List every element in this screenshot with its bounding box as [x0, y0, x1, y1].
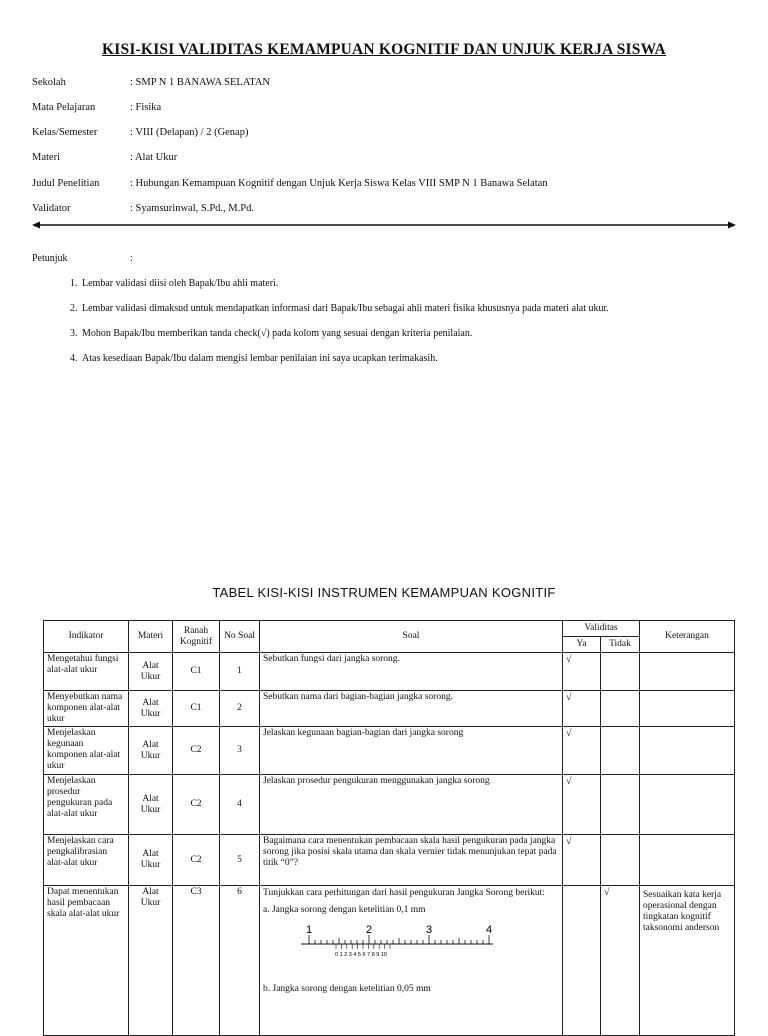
cell-no-soal: 3 — [220, 727, 260, 775]
cell-ya-checkbox[interactable]: √ — [563, 775, 601, 835]
info-row-mata-pelajaran — [32, 102, 161, 113]
cell-keterangan[interactable] — [640, 775, 735, 835]
main-scale-ticks — [309, 935, 489, 944]
header-soal: Soal — [260, 621, 563, 653]
info-value: : SMP N 1 BANAWA SELATAN — [130, 77, 270, 88]
petunjuk-colon: : — [130, 253, 133, 264]
cell-indikator: Menjelaskan prosedur pengukuran pada alat-alat ukur — [44, 775, 129, 835]
cell-ranah: C1 — [173, 691, 220, 727]
main-scale-label: 1 — [305, 924, 313, 936]
table-row — [44, 835, 735, 886]
cell-indikator: Mengetahui fungsi alat-alat ukur — [44, 653, 129, 691]
cell-soal: Jelaskan prosedur pengukuran menggunakan jangka sorong — [260, 775, 563, 835]
cell-materi: Alat Ukur — [129, 775, 173, 835]
cell-materi: Alat Ukur — [129, 691, 173, 727]
header-ya: Ya — [563, 637, 601, 653]
cell-indikator: Menjelaskan kegunaan komponen alat-alat ukur — [44, 727, 129, 775]
cell-ya-checkbox[interactable]: √ — [563, 835, 601, 886]
cell-ranah: C2 — [173, 727, 220, 775]
cell-keterangan[interactable] — [640, 691, 735, 727]
cell-no-soal: 6 — [220, 886, 260, 1036]
cell-no-soal: 4 — [220, 775, 260, 835]
info-label: Validator — [32, 203, 71, 214]
cell-no-soal: 2 — [220, 691, 260, 727]
header-ranah-kognitif: Ranah Kognitif — [173, 621, 220, 653]
cell-materi: Alat Ukur — [129, 653, 173, 691]
info-row-sekolah — [32, 77, 270, 88]
info-row-kelas-semester — [32, 127, 248, 138]
double-arrow-divider — [32, 219, 736, 231]
main-scale-label: 2 — [365, 924, 373, 936]
info-row-validator — [32, 203, 254, 214]
header-no-soal: No Soal — [220, 621, 260, 653]
info-label: Judul Penelitian — [32, 178, 100, 189]
table-row — [44, 886, 735, 1036]
instruction-item: 1. Lembar validasi diisi oleh Bapak/Ibu ahli materi. — [80, 271, 760, 296]
cell-materi: Alat Ukur — [129, 835, 173, 886]
main-scale-label: 3 — [425, 924, 433, 936]
cell-indikator: Menyebutkan nama komponen alat-alat ukur — [44, 691, 129, 727]
cell-materi: Alat Ukur — [129, 727, 173, 775]
cell-soal: Sebutkan nama dari bagian-bagian jangka sorong. — [260, 691, 563, 727]
header-tidak: Tidak — [601, 637, 640, 653]
vernier-scale-ticks — [336, 944, 390, 949]
info-label: Materi — [32, 152, 60, 163]
header-keterangan: Keterangan — [640, 621, 735, 653]
cell-ya-checkbox[interactable]: √ — [563, 691, 601, 727]
soal-text: Tunjukkan cara perhitungan dari hasil pengukuran Jangka Sorong berikut: — [263, 888, 545, 898]
instruction-item: 2. Lembar validasi dimaksud untuk mendapatkan informasi dari Bapak/Ibu sebagai ahli materi fisika khususnya pada materi alat ukur. — [80, 296, 760, 321]
cell-materi: Alat Ukur — [129, 886, 173, 1036]
table-row — [44, 727, 735, 775]
info-value: : Alat Ukur — [130, 152, 178, 163]
cell-keterangan[interactable] — [640, 727, 735, 775]
info-row-materi — [32, 152, 177, 163]
table-row — [44, 775, 735, 835]
header-indikator: Indikator — [44, 621, 129, 653]
soal-sub-b: b. Jangka sorong dengan ketelitian 0,05 mm — [263, 984, 431, 994]
cell-ranah: C1 — [173, 653, 220, 691]
cell-keterangan[interactable]: Sesuaikan kata kerja operasional dengan tingkatan kognitif taksonomi anderson — [640, 886, 735, 1036]
petunjuk-label: Petunjuk — [32, 253, 68, 264]
cell-ya-checkbox[interactable]: √ — [563, 653, 601, 691]
cell-tidak-checkbox[interactable]: √ — [601, 886, 640, 1036]
table-row — [44, 653, 735, 691]
table-row — [44, 691, 735, 727]
cell-tidak-checkbox[interactable] — [601, 775, 640, 835]
main-scale-label: 4 — [485, 924, 493, 936]
cell-soal: Jelaskan kegunaan bagian-bagian dari jangka sorong — [260, 727, 563, 775]
info-value: : Hubungan Kemampuan Kognitif dengan Unjuk Kerja Siswa Kelas VIII SMP N 1 Banawa Selatan — [130, 178, 548, 189]
header-materi: Materi — [129, 621, 173, 653]
kisi-kisi-table — [43, 620, 735, 1036]
info-label: Mata Pelajaran — [32, 102, 96, 113]
soal-sub-a: a. Jangka sorong dengan ketelitian 0,1 mm — [263, 905, 426, 915]
cell-indikator: Menjelaskan cara pengkalibrasian alat-alat ukur — [44, 835, 129, 886]
info-value: : Syamsurinwal, S.Pd., M.Pd. — [130, 203, 254, 214]
cell-tidak-checkbox[interactable] — [601, 727, 640, 775]
instruction-item: 3. Mohon Bapak/Ibu memberikan tanda check(√) pada kolom yang sesuai dengan kriteria penilaian. — [80, 321, 760, 346]
cell-no-soal: 1 — [220, 653, 260, 691]
vernier-scale-labels: 0 1 2 3 4 5 6 7 8 9 10 — [335, 952, 387, 958]
cell-tidak-checkbox[interactable] — [601, 691, 640, 727]
cell-ranah: C3 — [173, 886, 220, 1036]
cell-tidak-checkbox[interactable] — [601, 835, 640, 886]
info-label: Sekolah — [32, 77, 66, 88]
cell-ranah: C2 — [173, 775, 220, 835]
document-title: KISI-KISI VALIDITAS KEMAMPUAN KOGNITIF DAN UNJUK KERJA SISWA — [102, 41, 666, 58]
cell-tidak-checkbox[interactable] — [601, 653, 640, 691]
cell-soal: Sebutkan fungsi dari jangka sorong. — [260, 653, 563, 691]
info-row-judul-penelitian — [32, 178, 548, 189]
info-label: Kelas/Semester — [32, 127, 98, 138]
cell-keterangan[interactable] — [640, 835, 735, 886]
table-title: TABEL KISI-KISI INSTRUMEN KEMAMPUAN KOGNITIF — [212, 585, 556, 600]
info-value: : VIII (Delapan) / 2 (Genap) — [130, 127, 249, 138]
cell-keterangan[interactable] — [640, 653, 735, 691]
cell-ya-checkbox[interactable] — [563, 886, 601, 1036]
vernier-scale-diagram — [299, 922, 499, 962]
cell-ya-checkbox[interactable]: √ — [563, 727, 601, 775]
instruction-list — [32, 271, 760, 371]
cell-indikator: Dapat menentukan hasil pembacaan skala alat-alat ukur — [44, 886, 129, 1036]
info-value: : Fisika — [130, 102, 162, 113]
cell-soal: Bagaimana cara menentukan pembacaan skala hasil pengukuran pada jangka sorong jika posisi skala utama dan skala vernier tidak menunjukan tepat pada titik “0”? — [260, 835, 563, 886]
cell-soal — [260, 886, 563, 1036]
cell-ranah: C2 — [173, 835, 220, 886]
header-validitas: Validitas — [563, 621, 640, 637]
instruction-item: 4. Atas kesediaan Bapak/Ibu dalam mengisi lembar penilaian ini saya ucapkan terimakasih. — [80, 346, 760, 371]
petunjuk-heading — [32, 253, 133, 264]
cell-no-soal: 5 — [220, 835, 260, 886]
